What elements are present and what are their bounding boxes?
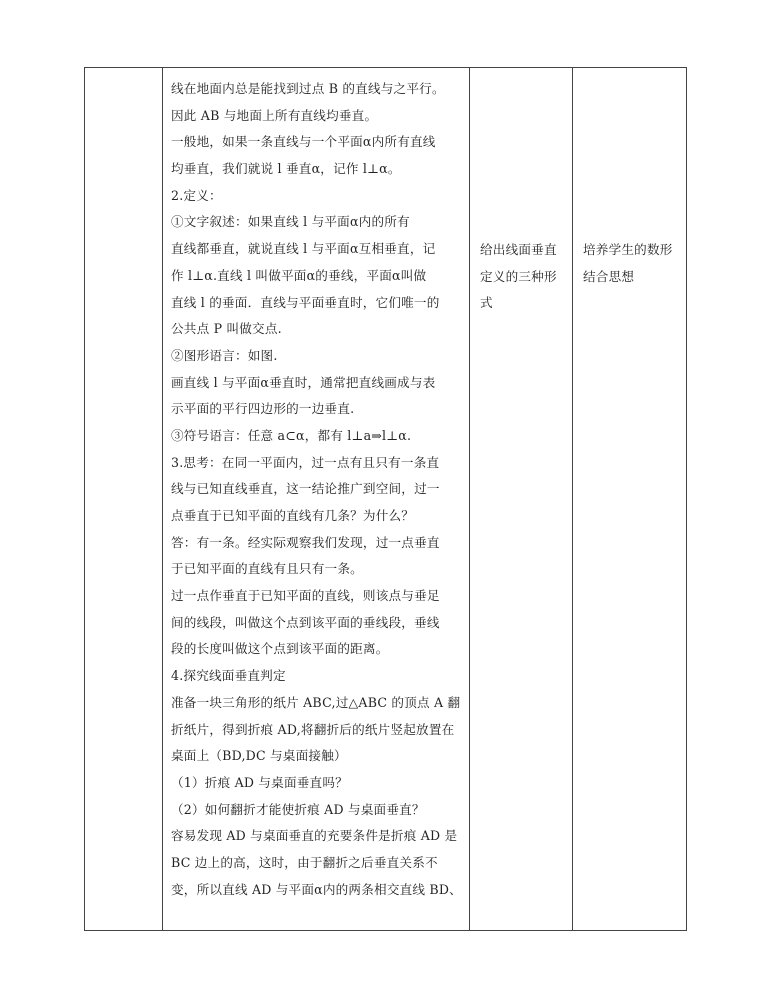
- teaching-content-column: [163, 68, 470, 930]
- content-line: 容易发现 AD 与桌面垂直的充要条件是折痕 AD 是: [171, 828, 458, 844]
- content-line: BC 边上的高，这时，由于翻折之后垂直关系不: [171, 854, 438, 870]
- design-intent-column: [573, 68, 687, 930]
- content-line: 过一点作垂直于已知平面的直线，则该点与垂足: [171, 588, 440, 604]
- content-line: 公共点 P 叫做交点.: [171, 321, 282, 337]
- content-line: 作 l⊥α.直线 l 叫做平面α的垂线，平面α叫做: [171, 267, 427, 283]
- content-line: 直线 l 的垂面．直线与平面垂直时，它们唯一的: [171, 294, 440, 310]
- content-line: 直线都垂直，就说直线 l 与平面α互相垂直，记: [171, 241, 436, 257]
- empty-left-column: [85, 68, 163, 930]
- lesson-table: [84, 67, 687, 931]
- content-line: 因此 AB 与地面上所有直线均垂直。: [171, 107, 378, 123]
- design-intent-lines: [583, 237, 683, 290]
- content-line: ③符号语言：任意 a⊂α，都有 l⊥a⇒l⊥α.: [171, 427, 412, 443]
- student-activity-lines: [480, 237, 568, 317]
- content-line: 折纸片，得到折痕 AD,将翻折后的纸片竖起放置在: [171, 721, 455, 737]
- student-activity-line: 式: [480, 295, 493, 311]
- student-activity-column: [470, 68, 573, 930]
- design-intent-line: 培养学生的数形: [583, 242, 673, 257]
- content-line: 变，所以直线 AD 与平面α内的两条相交直线 BD、: [171, 881, 462, 897]
- design-intent-line: 结合思想: [583, 268, 635, 284]
- content-line: ①文字叙述：如果直线 l 与平面α内的所有: [171, 214, 410, 230]
- content-line: 线在地面内总是能找到过点 B 的直线与之平行。: [171, 81, 445, 96]
- teaching-content-lines: [171, 76, 463, 903]
- content-line: （1）折痕 AD 与桌面垂直吗？: [171, 774, 348, 790]
- content-line: 3.思考：在同一平面内，过一点有且只有一条直: [171, 454, 440, 470]
- content-line: 点垂直于已知平面的直线有几条？为什么？: [171, 508, 415, 523]
- content-line: 答：有一条。经实际观察我们发现，过一点垂直: [171, 534, 440, 550]
- content-line: 4.探究线面垂直判定: [171, 668, 286, 684]
- content-line: 准备一块三角形的纸片 ABC,过△ABC 的顶点 A 翻: [171, 694, 461, 710]
- content-line: （2）如何翻折才能使折痕 AD 与桌面垂直？: [171, 801, 425, 817]
- student-activity-line: 给出线面垂直: [480, 242, 557, 257]
- content-line: 间的线段，叫做这个点到该平面的垂线段，垂线: [171, 614, 440, 630]
- content-line: 桌面上（BD,DC 与桌面接触）: [171, 748, 347, 764]
- content-line: 一般地，如果一条直线与一个平面α内所有直线: [171, 134, 436, 150]
- content-line: 线与已知直线垂直，这一结论推广到空间，过一: [171, 481, 440, 497]
- content-line: 段的长度叫做这个点到该平面的距离。: [171, 641, 389, 657]
- content-line: 2.定义：: [171, 187, 222, 203]
- content-line: 示平面的平行四边形的一边垂直.: [171, 401, 355, 417]
- content-line: 均垂直，我们就说 l 垂直α，记作 l⊥α。: [171, 161, 401, 177]
- content-line: 于已知平面的直线有且只有一条。: [171, 561, 363, 577]
- content-line: 画直线 l 与平面α垂直时，通常把直线画成与表: [171, 374, 436, 390]
- content-line: ②图形语言：如图.: [171, 347, 278, 363]
- student-activity-line: 定义的三种形: [480, 268, 557, 284]
